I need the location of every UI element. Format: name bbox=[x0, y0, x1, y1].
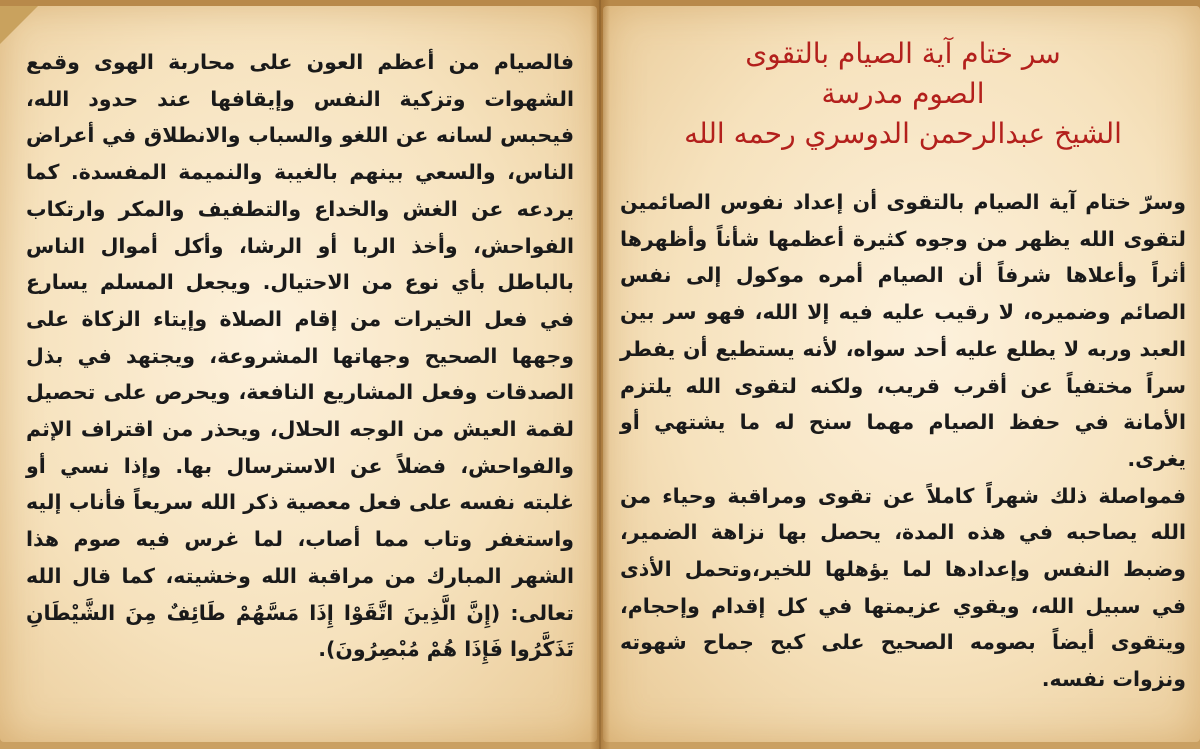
title-line-1: سر ختام آية الصيام بالتقوى bbox=[745, 37, 1061, 70]
title-block bbox=[620, 34, 1186, 154]
right-paragraph-2: فمواصلة ذلك شهراً كاملاً عن تقوى ومراقبة وحياء من الله يصاحبه في هذه المدة، يحصل بها نزاهة الضمير، وضبط النفس وإعدادها لما يؤهلها للخير،وتحمل الأذى في سبيل الله، ويقوي عزيمتها في كل إقدام وإحجام، ويتقوى أيضاً بصومه الصحيح على كبح جماح شهوته ونزوات نفسه. bbox=[620, 483, 1186, 692]
title-line-3: الشيخ عبدالرحمن الدوسري رحمه الله bbox=[684, 117, 1122, 150]
book-spine bbox=[590, 0, 610, 749]
left-page-text: فالصيام من أعظم العون على محاربة الهوى وقمع الشهوات وتزكية النفس وإيقافها عند حدود الله، فيحبس لسانه عن اللغو والسباب والانطلاق في أعراض الناس، والسعي بينهم بالغيبة والنميمة المفسدة. كما يردعه عن الغش والخداع والتطفيف والمكر وارتكاب الفواحش، وأخذ الربا أو الرشا، وأكل أموال الناس بالباطل بأي نوع من الاحتيال. ويجعل المسلم يسارع في فعل الخيرات من إقام الصلاة وإيتاء الزكاة على وجهها الصحيح وجهاتها المشروعة، ويجتهد في بذل الصدقات وفعل المشاريع النافعة، ويحرص على تحصيل لقمة العيش من الوجه الحلال، ويحذر من اقتراف الإثم والفواحش، فضلاً عن الاسترسال بها. وإذا نسي أو غلبته نفسه على فعل معصية ذكر الله سريعاً فأناب إليه واستغفر وتاب مما أصاب، لما غرس فيه صوم هذا الشهر المبارك من مراقبة الله وخشيته، كما قال الله تعالى: (إِنَّ الَّذِينَ اتَّقَوْا إِذَا مَسَّهُمْ طَائِفٌ مِنَ الشَّيْطَانِ تَذَكَّرُوا فَإِذَا هُمْ مُبْصِرُونَ). bbox=[26, 50, 574, 662]
right-page-text bbox=[620, 184, 1186, 698]
title-line-2: الصوم مدرسة bbox=[821, 77, 985, 110]
right-paragraph-1: وسرّ ختام آية الصيام بالتقوى أن إعداد نفوس الصائمين لتقوى الله يظهر من وجوه كثيرة أعظمها شأناً وأظهرها أثراً وأعلاها شرفاً أن الصيام أمره موكول إلى نفس الصائم وضميره، لا رقيب عليه فيه إلا الله، فهو سر بين العبد وربه لا يطلع عليه أحد سواه، لأنه يستطيع أن يفطر سراً مختفياً عن أقرب قريب، ولكنه لتقوى الله يلتزم الأمانة في حفظ الصيام مهما سنح له ما يشتهي أو يغرى. bbox=[620, 190, 1186, 471]
page-corner-fold bbox=[0, 6, 38, 44]
